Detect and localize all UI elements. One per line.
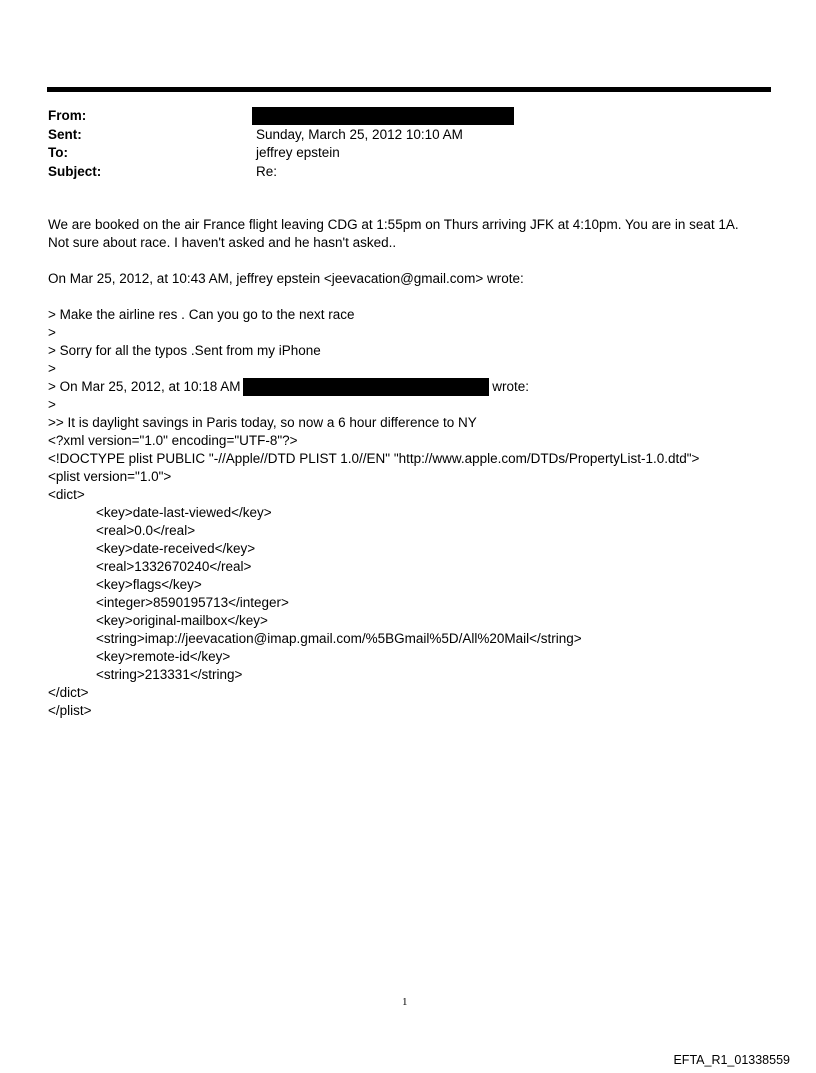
redacted-sender [252,107,514,125]
sent-label: Sent: [48,126,82,142]
quote-intro: On Mar 25, 2012, at 10:43 AM, jeffrey epstein <jeevacation@gmail.com> wrote: [48,271,524,286]
xml-line: <real>0.0</real> [96,523,196,538]
xml-line: <?xml version="1.0" encoding="UTF-8"?> [48,433,298,448]
xml-line: <!DOCTYPE plist PUBLIC "-//Apple//DTD PLIST 1.0//EN" "http://www.apple.com/DTDs/PropertyList-1.0.dtd"> [48,451,700,466]
redacted-sender-inline [243,378,489,396]
xml-line: <key>remote-id</key> [96,649,231,664]
xml-line: <string>213331</string> [96,667,243,682]
quoted-line: > [48,397,56,412]
xml-line: </dict> [48,685,89,700]
quoted-line: > Make the airline res . Can you go to the next race [48,307,355,322]
quoted-line: > [48,325,56,340]
sent-value: Sunday, March 25, 2012 10:10 AM [256,126,463,142]
xml-line: <key>flags</key> [96,577,202,592]
xml-line: <string>imap://jeevacation@imap.gmail.com/%5BGmail%5D/All%20Mail</string> [96,631,582,646]
page-number: 1 [402,996,408,1008]
header-rule [47,87,771,92]
to-value: jeffrey epstein [256,145,340,160]
xml-line: <real>1332670240</real> [96,559,252,574]
quoted-line: > [48,361,56,376]
body-line: Not sure about race. I haven't asked and he hasn't asked.. [48,235,397,250]
subject-label: Subject: [48,163,102,179]
email-body [48,216,768,720]
quoted-line: >> It is daylight savings in Paris today, so now a 6 hour difference to NY [48,415,477,430]
xml-line: <plist version="1.0"> [48,469,172,484]
xml-line: <key>date-received</key> [96,541,256,556]
quoted-prefix: > On Mar 25, 2012, at 10:18 AM [48,379,241,394]
subject-value: Re: [256,163,278,179]
from-label: From: [48,108,87,123]
xml-line: <dict> [48,487,85,502]
xml-line: <key>date-last-viewed</key> [96,505,272,520]
quoted-line-with-redaction [48,378,768,396]
quoted-suffix: wrote: [488,379,530,394]
xml-line: </plist> [48,703,92,718]
xml-line: <key>original-mailbox</key> [96,613,268,628]
document-id: EFTA_R1_01338559 [673,1053,790,1067]
body-line: We are booked on the air France flight leaving CDG at 1:55pm on Thurs arriving JFK at 4:10pm. You are in seat 1A. [48,217,739,232]
to-label: To: [48,145,68,160]
xml-line: <integer>8590195713</integer> [96,595,289,610]
quoted-line: > Sorry for all the typos .Sent from my iPhone [48,343,321,358]
